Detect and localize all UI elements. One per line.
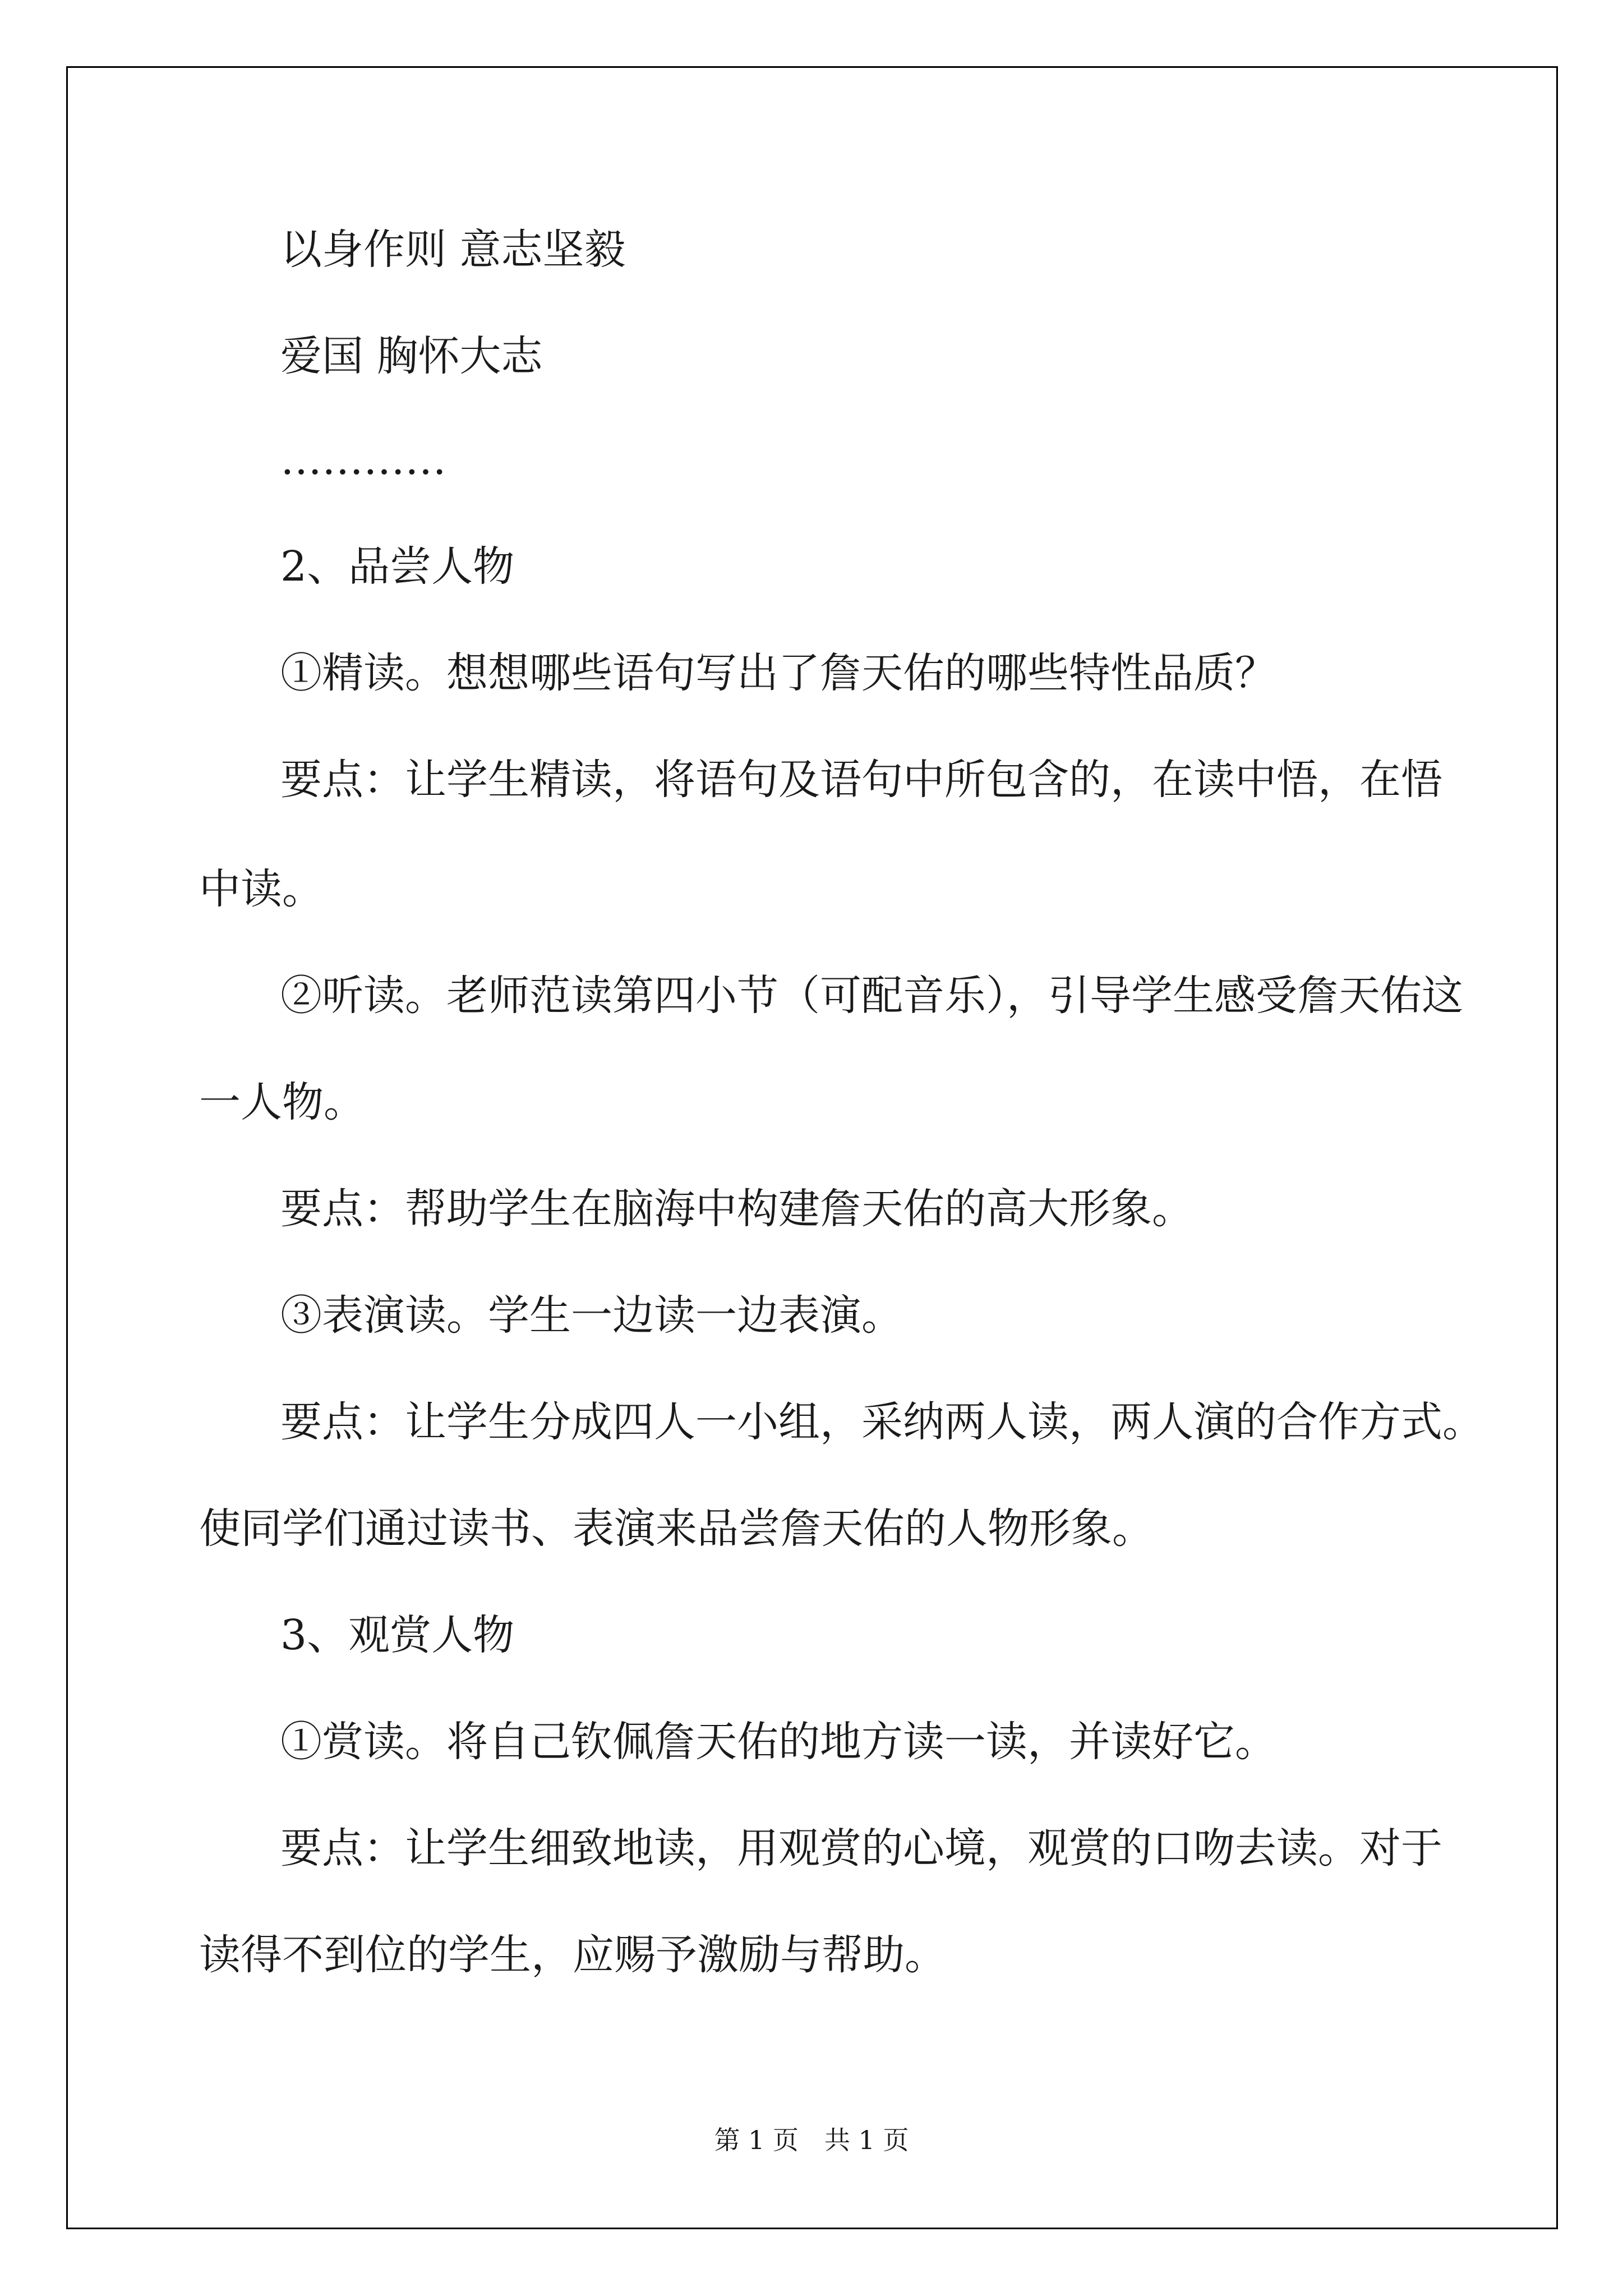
page-footer: 第 1 页 共 1 页 [714,2125,909,2155]
text-line-17: 读得不到位的学生，应赐予激励与帮助。 [199,1931,946,1979]
text-line-15: ①赏读。将自己钦佩詹天佑的地方读一读，并读好它。 [280,1718,1276,1766]
text-line-11: ③表演读。学生一边读一边表演。 [280,1291,903,1340]
text-line-13: 使同学们通过读书、表演来品尝詹天佑的人物形象。 [199,1504,1154,1553]
section-heading-3: 3、观赏人物 [280,1611,515,1659]
text-line-12: 要点：让学生分成四人一小组，采纳两人读，两人演的合作方式。 [280,1398,1484,1446]
text-line-9: 一人物。 [199,1078,365,1126]
text-line-5: ①精读。想想哪些语句写出了詹天佑的哪些特性品质？ [280,649,1276,697]
section-heading-2: 2、品尝人物 [280,542,515,591]
text-line-16: 要点：让学生细致地读，用观赏的心境，观赏的口吻去读。对于 [280,1824,1442,1872]
text-line-8: ②听读。老师范读第四小节（可配音乐），引导学生感受詹天佑这 [280,972,1463,1020]
text-line-1: 以身作则 意志坚毅 [280,226,626,274]
text-line-7: 中读。 [199,865,324,913]
text-line-6: 要点：让学生精读，将语句及语句中所包含的，在读中悟，在悟 [280,756,1442,804]
text-line-2: 爱国 胸怀大志 [280,332,543,380]
text-line-ellipsis: ………… [280,436,446,484]
text-line-10: 要点：帮助学生在脑海中构建詹天佑的高大形象。 [280,1185,1193,1233]
page-border [66,66,1558,2229]
